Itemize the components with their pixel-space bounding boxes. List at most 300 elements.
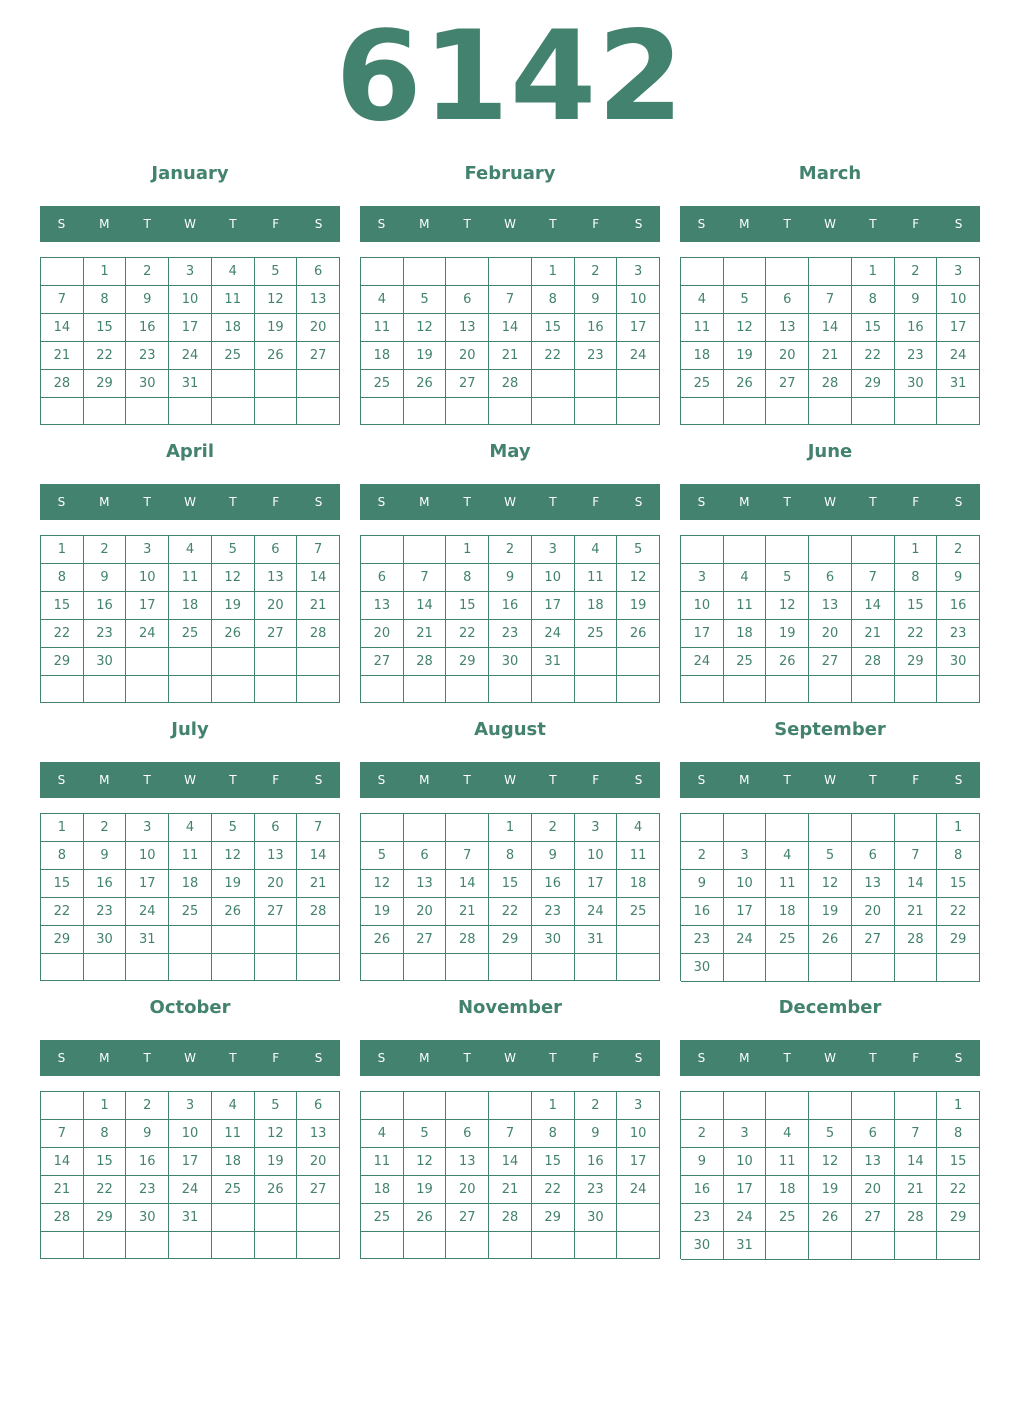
day-cell: 15 <box>532 314 575 342</box>
day-cell: 7 <box>895 1120 938 1148</box>
day-cell: 11 <box>617 842 660 870</box>
empty-cell <box>84 1232 127 1259</box>
day-cell: 22 <box>937 1176 980 1204</box>
month-august <box>360 716 660 986</box>
empty-cell <box>766 676 809 703</box>
weekday-label: W <box>824 1051 836 1065</box>
weekday-label: W <box>824 495 836 509</box>
weekday-label: W <box>504 217 516 231</box>
day-cell: 23 <box>84 898 127 926</box>
day-cell: 26 <box>255 1176 298 1204</box>
day-cell: 23 <box>532 898 575 926</box>
day-cell: 20 <box>255 870 298 898</box>
weekday-label: S <box>634 773 643 787</box>
day-cell: 17 <box>532 592 575 620</box>
day-cell: 20 <box>446 1176 489 1204</box>
day-cell: 31 <box>575 926 618 954</box>
day-cell: 16 <box>532 870 575 898</box>
empty-cell <box>681 258 724 286</box>
day-cell: 18 <box>681 342 724 370</box>
empty-cell <box>532 954 575 981</box>
day-cell: 12 <box>809 870 852 898</box>
empty-cell <box>489 954 532 981</box>
weekday-label: S <box>377 495 386 509</box>
empty-cell <box>361 1092 404 1120</box>
day-cell: 19 <box>809 898 852 926</box>
day-cell: 28 <box>895 926 938 954</box>
day-cell: 29 <box>937 926 980 954</box>
day-cell: 15 <box>41 870 84 898</box>
day-cell: 3 <box>617 258 660 286</box>
day-cell: 10 <box>681 592 724 620</box>
day-cell: 21 <box>489 1176 532 1204</box>
weekday-label: T <box>143 773 151 787</box>
weekday-label: T <box>143 495 151 509</box>
month-name: February <box>464 163 556 184</box>
day-cell: 9 <box>489 564 532 592</box>
weekday-label: S <box>634 217 643 231</box>
day-cell: 2 <box>532 814 575 842</box>
day-cell: 7 <box>404 564 447 592</box>
day-cell: 20 <box>255 592 298 620</box>
day-cell: 17 <box>617 1148 660 1176</box>
day-cell: 30 <box>681 1232 724 1260</box>
day-cell: 18 <box>212 314 255 342</box>
day-cell: 9 <box>126 1120 169 1148</box>
day-cell: 11 <box>169 564 212 592</box>
weekday-label: T <box>549 495 557 509</box>
empty-cell <box>41 1092 84 1120</box>
day-cell: 16 <box>84 870 127 898</box>
day-cell: 14 <box>297 842 340 870</box>
day-grid <box>680 1091 980 1259</box>
weekday-label: S <box>57 495 66 509</box>
day-cell: 8 <box>532 1120 575 1148</box>
day-cell: 12 <box>404 314 447 342</box>
weekday-label: F <box>592 495 600 509</box>
day-cell: 9 <box>575 286 618 314</box>
day-grid <box>40 535 340 703</box>
empty-cell <box>361 1232 404 1259</box>
weekday-label: S <box>377 217 386 231</box>
day-cell: 6 <box>809 564 852 592</box>
day-cell: 6 <box>255 814 298 842</box>
weekday-label: S <box>314 773 323 787</box>
month-october <box>40 994 340 1264</box>
day-cell: 9 <box>575 1120 618 1148</box>
day-cell: 3 <box>724 842 767 870</box>
weekday-label: T <box>463 217 471 231</box>
day-cell: 15 <box>41 592 84 620</box>
day-cell: 10 <box>937 286 980 314</box>
weekday-label: S <box>697 495 706 509</box>
day-cell: 9 <box>126 286 169 314</box>
day-cell: 26 <box>361 926 404 954</box>
weekday-label: W <box>184 495 196 509</box>
day-cell: 18 <box>766 898 809 926</box>
day-cell: 5 <box>255 1092 298 1120</box>
day-cell: 10 <box>617 286 660 314</box>
day-cell: 31 <box>126 926 169 954</box>
empty-cell <box>41 954 84 981</box>
day-cell: 19 <box>724 342 767 370</box>
day-cell: 23 <box>126 342 169 370</box>
day-cell: 28 <box>852 648 895 676</box>
day-cell: 20 <box>446 342 489 370</box>
day-cell: 29 <box>84 1204 127 1232</box>
day-cell: 22 <box>489 898 532 926</box>
empty-cell <box>212 370 255 398</box>
day-cell: 3 <box>724 1120 767 1148</box>
day-cell: 29 <box>84 370 127 398</box>
empty-cell <box>617 370 660 398</box>
day-cell: 4 <box>361 1120 404 1148</box>
weekday-label: S <box>634 495 643 509</box>
day-cell: 11 <box>766 1148 809 1176</box>
weekday-label: T <box>783 773 791 787</box>
weekday-label: S <box>377 1051 386 1065</box>
day-cell: 28 <box>489 370 532 398</box>
day-cell: 27 <box>446 370 489 398</box>
month-february <box>360 160 660 430</box>
day-cell: 5 <box>766 564 809 592</box>
day-cell: 17 <box>937 314 980 342</box>
empty-cell <box>766 258 809 286</box>
empty-cell <box>446 398 489 425</box>
day-cell: 2 <box>126 1092 169 1120</box>
day-cell: 22 <box>84 1176 127 1204</box>
day-cell: 6 <box>297 258 340 286</box>
empty-cell <box>852 954 895 982</box>
weekday-label: W <box>504 1051 516 1065</box>
day-cell: 12 <box>212 842 255 870</box>
empty-cell <box>489 676 532 703</box>
empty-cell <box>297 926 340 954</box>
empty-cell <box>617 926 660 954</box>
day-cell: 26 <box>809 1204 852 1232</box>
day-grid <box>680 257 980 425</box>
day-cell: 27 <box>852 926 895 954</box>
day-cell: 7 <box>446 842 489 870</box>
day-cell: 8 <box>41 842 84 870</box>
year-title: 6142 <box>335 5 685 149</box>
weekday-label: T <box>549 217 557 231</box>
day-cell: 19 <box>361 898 404 926</box>
day-cell: 20 <box>766 342 809 370</box>
day-cell: 18 <box>575 592 618 620</box>
day-cell: 16 <box>126 314 169 342</box>
day-cell: 13 <box>766 314 809 342</box>
day-cell: 14 <box>446 870 489 898</box>
day-cell: 24 <box>532 620 575 648</box>
weekday-label: M <box>419 217 430 231</box>
empty-cell <box>937 398 980 425</box>
day-cell: 27 <box>297 1176 340 1204</box>
day-cell: 14 <box>41 314 84 342</box>
empty-cell <box>255 954 298 981</box>
day-cell: 30 <box>895 370 938 398</box>
day-cell: 28 <box>489 1204 532 1232</box>
day-cell: 25 <box>766 1204 809 1232</box>
day-cell: 29 <box>532 1204 575 1232</box>
day-cell: 7 <box>41 286 84 314</box>
weekday-label: T <box>143 1051 151 1065</box>
weekday-label: T <box>783 1051 791 1065</box>
weekday-label: M <box>739 773 750 787</box>
day-cell: 4 <box>169 814 212 842</box>
day-cell: 10 <box>724 1148 767 1176</box>
weekday-label: T <box>869 217 877 231</box>
weekday-label: W <box>504 773 516 787</box>
month-name: May <box>489 441 531 462</box>
empty-cell <box>617 954 660 981</box>
empty-cell <box>809 536 852 564</box>
day-cell: 29 <box>489 926 532 954</box>
day-cell: 22 <box>41 620 84 648</box>
day-cell: 19 <box>212 870 255 898</box>
day-cell: 30 <box>84 926 127 954</box>
weekday-label: M <box>739 217 750 231</box>
day-cell: 14 <box>852 592 895 620</box>
weekday-label: T <box>869 495 877 509</box>
day-cell: 4 <box>575 536 618 564</box>
weekday-label: T <box>463 495 471 509</box>
day-cell: 21 <box>852 620 895 648</box>
day-cell: 26 <box>255 342 298 370</box>
weekday-label: W <box>184 217 196 231</box>
day-cell: 4 <box>212 258 255 286</box>
empty-cell <box>255 676 298 703</box>
weekday-label: S <box>57 217 66 231</box>
day-cell: 25 <box>212 342 255 370</box>
day-cell: 12 <box>766 592 809 620</box>
weekday-label: T <box>229 773 237 787</box>
day-cell: 25 <box>361 370 404 398</box>
empty-cell <box>724 954 767 982</box>
weekday-label: W <box>824 217 836 231</box>
day-cell: 4 <box>766 1120 809 1148</box>
day-cell: 22 <box>84 342 127 370</box>
empty-cell <box>126 398 169 425</box>
day-cell: 24 <box>937 342 980 370</box>
day-cell: 9 <box>532 842 575 870</box>
day-cell: 6 <box>404 842 447 870</box>
day-cell: 20 <box>852 898 895 926</box>
day-cell: 1 <box>937 1092 980 1120</box>
empty-cell <box>724 1092 767 1120</box>
day-cell: 18 <box>724 620 767 648</box>
weekday-label: S <box>314 495 323 509</box>
day-cell: 16 <box>126 1148 169 1176</box>
month-name: September <box>774 719 886 740</box>
empty-cell <box>446 1232 489 1259</box>
day-cell: 6 <box>446 1120 489 1148</box>
day-cell: 8 <box>446 564 489 592</box>
empty-cell <box>297 1232 340 1259</box>
empty-cell <box>404 258 447 286</box>
empty-cell <box>169 954 212 981</box>
month-name: October <box>149 997 231 1018</box>
day-cell: 21 <box>895 898 938 926</box>
empty-cell <box>169 398 212 425</box>
day-cell: 13 <box>255 564 298 592</box>
month-name: December <box>778 997 882 1018</box>
weekday-label: M <box>99 773 110 787</box>
empty-cell <box>489 398 532 425</box>
empty-cell <box>297 648 340 676</box>
empty-cell <box>212 926 255 954</box>
weekday-label: S <box>697 773 706 787</box>
empty-cell <box>361 676 404 703</box>
empty-cell <box>575 370 618 398</box>
day-cell: 13 <box>297 1120 340 1148</box>
day-cell: 2 <box>575 1092 618 1120</box>
empty-cell <box>212 954 255 981</box>
day-cell: 4 <box>766 842 809 870</box>
empty-cell <box>724 814 767 842</box>
empty-cell <box>681 1092 724 1120</box>
day-cell: 17 <box>681 620 724 648</box>
weekday-header <box>360 762 660 798</box>
day-cell: 23 <box>681 1204 724 1232</box>
day-cell: 5 <box>809 1120 852 1148</box>
day-cell: 30 <box>126 370 169 398</box>
empty-cell <box>809 258 852 286</box>
day-cell: 28 <box>297 620 340 648</box>
empty-cell <box>575 676 618 703</box>
day-cell: 2 <box>681 1120 724 1148</box>
day-cell: 7 <box>852 564 895 592</box>
day-cell: 11 <box>169 842 212 870</box>
empty-cell <box>446 954 489 981</box>
day-cell: 2 <box>895 258 938 286</box>
weekday-label: F <box>912 1051 920 1065</box>
empty-cell <box>617 398 660 425</box>
day-cell: 8 <box>41 564 84 592</box>
day-cell: 7 <box>489 286 532 314</box>
day-cell: 4 <box>169 536 212 564</box>
day-cell: 22 <box>532 1176 575 1204</box>
day-cell: 15 <box>937 870 980 898</box>
day-cell: 22 <box>41 898 84 926</box>
day-cell: 4 <box>681 286 724 314</box>
empty-cell <box>404 398 447 425</box>
day-cell: 30 <box>937 648 980 676</box>
weekday-label: T <box>229 1051 237 1065</box>
weekday-label: S <box>954 217 963 231</box>
day-cell: 16 <box>681 1176 724 1204</box>
weekday-label: T <box>549 1051 557 1065</box>
empty-cell <box>212 398 255 425</box>
day-cell: 12 <box>255 1120 298 1148</box>
day-cell: 5 <box>361 842 404 870</box>
empty-cell <box>895 1092 938 1120</box>
day-cell: 6 <box>852 842 895 870</box>
day-cell: 5 <box>404 1120 447 1148</box>
day-cell: 21 <box>809 342 852 370</box>
empty-cell <box>255 648 298 676</box>
empty-cell <box>937 676 980 703</box>
weekday-label: S <box>57 773 66 787</box>
weekday-label: M <box>99 217 110 231</box>
day-cell: 24 <box>724 1204 767 1232</box>
day-cell: 5 <box>404 286 447 314</box>
day-cell: 3 <box>532 536 575 564</box>
empty-cell <box>212 1232 255 1259</box>
day-cell: 24 <box>617 342 660 370</box>
day-cell: 17 <box>126 592 169 620</box>
month-name: April <box>165 441 215 462</box>
day-cell: 27 <box>361 648 404 676</box>
empty-cell <box>41 676 84 703</box>
empty-cell <box>809 676 852 703</box>
day-cell: 6 <box>766 286 809 314</box>
month-june <box>680 438 980 708</box>
day-cell: 10 <box>532 564 575 592</box>
weekday-label: F <box>912 217 920 231</box>
day-cell: 13 <box>809 592 852 620</box>
day-cell: 5 <box>255 258 298 286</box>
month-name: August <box>474 719 546 740</box>
day-cell: 16 <box>575 1148 618 1176</box>
day-cell: 3 <box>169 1092 212 1120</box>
day-cell: 14 <box>297 564 340 592</box>
day-cell: 3 <box>126 536 169 564</box>
day-cell: 2 <box>681 842 724 870</box>
empty-cell <box>681 676 724 703</box>
day-cell: 25 <box>169 898 212 926</box>
weekday-label: T <box>143 217 151 231</box>
day-cell: 13 <box>852 1148 895 1176</box>
empty-cell <box>766 1232 809 1260</box>
day-cell: 23 <box>937 620 980 648</box>
day-cell: 26 <box>809 926 852 954</box>
day-cell: 11 <box>361 1148 404 1176</box>
day-cell: 1 <box>489 814 532 842</box>
day-cell: 20 <box>361 620 404 648</box>
day-grid <box>40 813 340 981</box>
empty-cell <box>895 676 938 703</box>
empty-cell <box>489 258 532 286</box>
weekday-label: T <box>783 495 791 509</box>
day-cell: 28 <box>809 370 852 398</box>
day-cell: 14 <box>489 1148 532 1176</box>
weekday-label: T <box>229 495 237 509</box>
empty-cell <box>255 1232 298 1259</box>
weekday-label: S <box>314 1051 323 1065</box>
day-cell: 7 <box>297 536 340 564</box>
empty-cell <box>297 676 340 703</box>
day-cell: 11 <box>212 1120 255 1148</box>
day-cell: 25 <box>212 1176 255 1204</box>
day-cell: 17 <box>617 314 660 342</box>
day-cell: 21 <box>41 1176 84 1204</box>
day-cell: 21 <box>297 592 340 620</box>
day-cell: 29 <box>895 648 938 676</box>
day-grid <box>360 813 660 981</box>
day-cell: 12 <box>617 564 660 592</box>
day-cell: 12 <box>255 286 298 314</box>
day-cell: 2 <box>575 258 618 286</box>
day-cell: 26 <box>212 620 255 648</box>
day-cell: 18 <box>169 592 212 620</box>
weekday-header <box>40 762 340 798</box>
day-cell: 14 <box>895 1148 938 1176</box>
day-cell: 25 <box>575 620 618 648</box>
empty-cell <box>852 536 895 564</box>
empty-cell <box>169 676 212 703</box>
day-cell: 3 <box>617 1092 660 1120</box>
